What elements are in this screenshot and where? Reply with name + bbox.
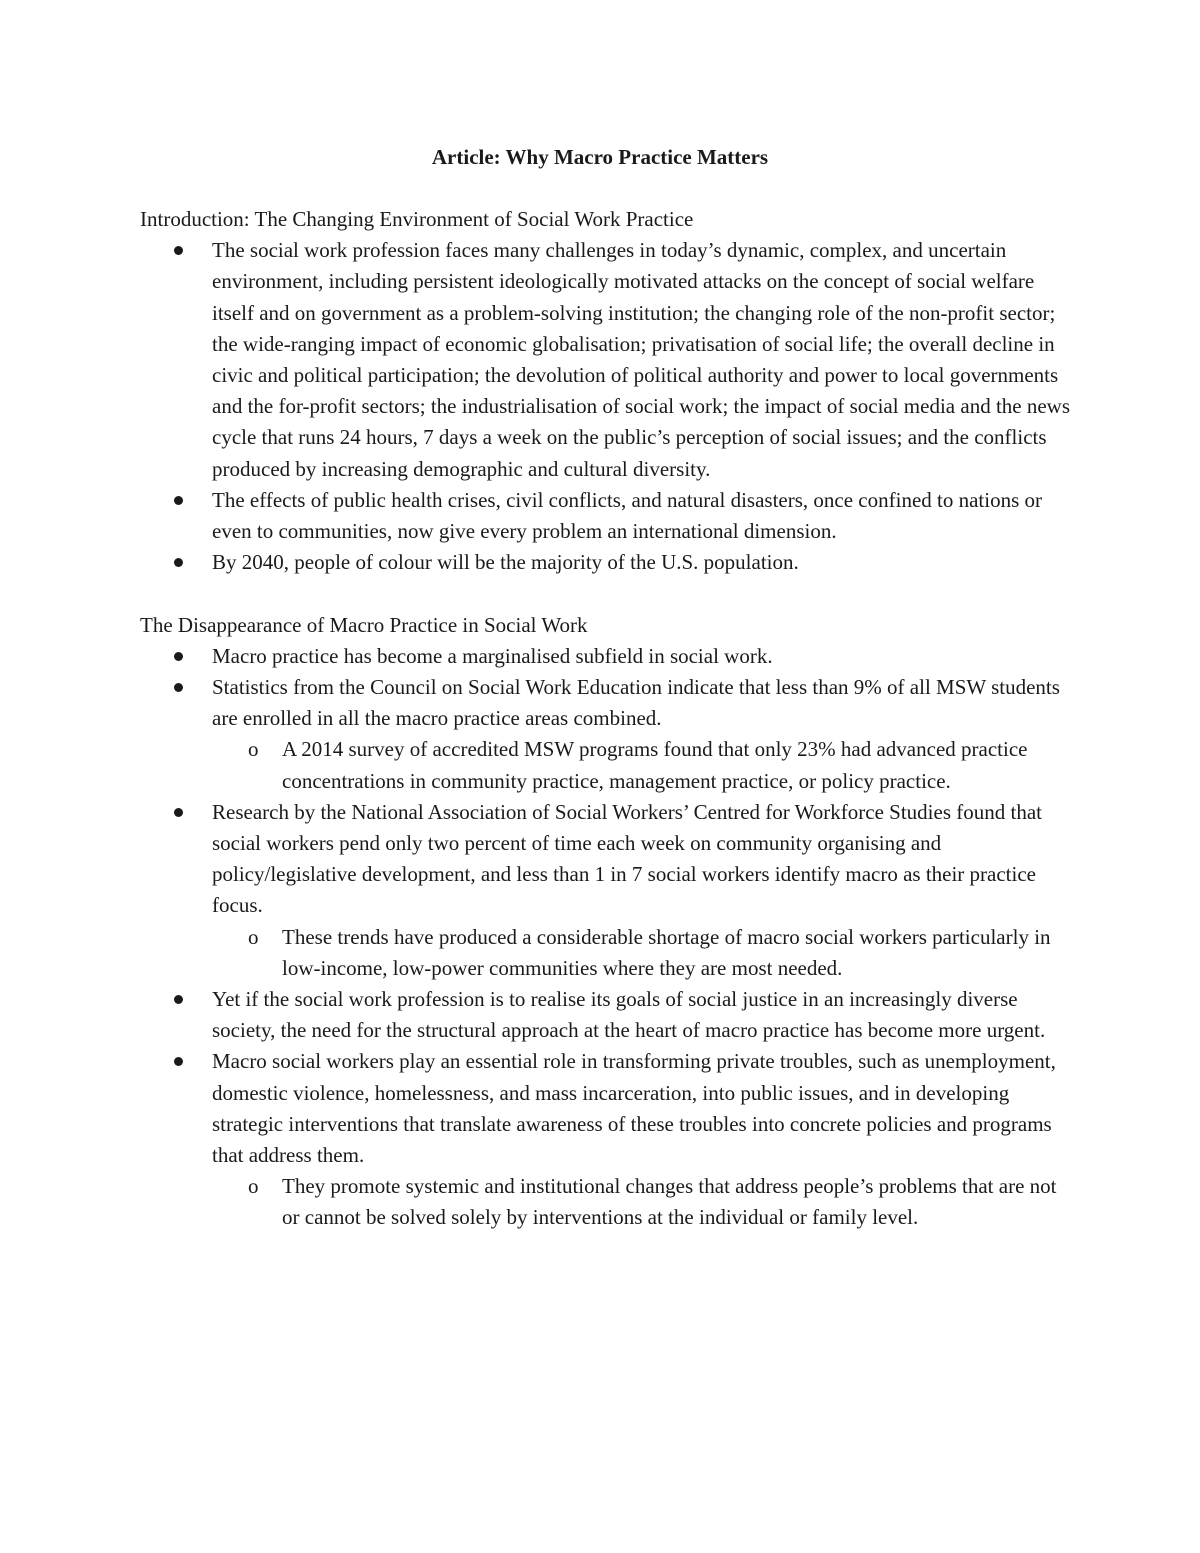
bullet-icon bbox=[174, 246, 183, 255]
sub-list-item bbox=[248, 1171, 1070, 1233]
sub-list-item-text: They promote systemic and institutional changes that address people’s problems that are not or cannot be solved solely by interventions at the individual or family level. bbox=[282, 1174, 1057, 1230]
bullet-icon bbox=[174, 808, 183, 817]
sub-bullet-list bbox=[212, 734, 1070, 796]
bullet-icon bbox=[174, 496, 183, 505]
list-item-text: Statistics from the Council on Social Work Education indicate that less than 9% of all MSW students are enrolled in all the macro practice areas combined. bbox=[212, 675, 1060, 731]
list-item bbox=[212, 797, 1070, 984]
list-item-text: The social work profession faces many challenges in today’s dynamic, complex, and uncertain environment, including persistent ideologically motivated attacks on the concept of social welfare itself and on government as a problem-solving institution; the changing role of the non-profit sector; the wide-ranging impact of economic globalisation; privatisation of social life; the overall decline in civic and political participation; the devolution of political authority and power to local governments and the for-profit sectors; the industrialisation of social work; the impact of social media and the news cycle that runs 24 hours, 7 days a week on the public’s perception of social issues; and the conflicts produced by increasing demographic and cultural diversity. bbox=[212, 238, 1071, 481]
hollow-bullet-icon: o bbox=[248, 737, 259, 762]
list-item bbox=[212, 485, 1070, 547]
document-body bbox=[140, 204, 1070, 1234]
sub-bullet-list bbox=[212, 922, 1070, 984]
list-item bbox=[212, 984, 1070, 1046]
list-item-text: Macro social workers play an essential role in transforming private troubles, such as unemployment, domestic violence, homelessness, and mass incarceration, into public issues, and in developing strategic interventions that translate awareness of these troubles into concrete policies and programs that address them. bbox=[212, 1049, 1056, 1168]
hollow-bullet-icon: o bbox=[248, 1174, 259, 1199]
list-item bbox=[212, 1046, 1070, 1233]
bullet-icon bbox=[174, 652, 183, 661]
list-item-text: By 2040, people of colour will be the majority of the U.S. population. bbox=[212, 550, 799, 575]
list-item-text: Yet if the social work profession is to realise its goals of social justice in an increasingly diverse society, the need for the structural approach at the heart of macro practice has become more urgent. bbox=[212, 987, 1046, 1043]
list-item bbox=[212, 547, 1070, 578]
list-item-text: Research by the National Association of Social Workers’ Centred for Workforce Studies found that social workers pend only two percent of time each week on community organising and policy/legislative development, and less than 1 in 7 social workers identify macro as their practice focus. bbox=[212, 799, 1042, 918]
bullet-icon bbox=[174, 683, 183, 692]
sub-bullet-list bbox=[212, 1171, 1070, 1233]
bullet-list bbox=[140, 235, 1070, 578]
document-title: Article: Why Macro Practice Matters bbox=[431, 145, 769, 169]
section-heading: Introduction: The Changing Environment of Social Work Practice bbox=[140, 207, 694, 231]
bullet-icon bbox=[174, 558, 183, 567]
hollow-bullet-icon: o bbox=[248, 924, 259, 949]
bullet-list bbox=[140, 641, 1070, 1234]
section-heading: The Disappearance of Macro Practice in Social Work bbox=[140, 612, 588, 637]
sub-list-item bbox=[248, 734, 1070, 796]
sub-list-item-text: These trends have produced a considerable shortage of macro social workers particularly in low-income, low-power communities where they are most needed. bbox=[282, 924, 1051, 980]
list-item bbox=[212, 672, 1070, 797]
list-item-text: The effects of public health crises, civil conflicts, and natural disasters, once confined to nations or even to communities, now give every problem an international dimension. bbox=[212, 487, 1043, 544]
sub-list-item bbox=[248, 922, 1070, 984]
section-introduction bbox=[140, 204, 1070, 578]
list-item bbox=[212, 235, 1070, 485]
bullet-icon bbox=[174, 1057, 183, 1066]
sub-list-item-text: A 2014 survey of accredited MSW programs found that only 23% had advanced practice concentrations in community practice, management practice, or policy practice. bbox=[282, 737, 1028, 793]
list-item-text: Macro practice has become a marginalised subfield in social work. bbox=[212, 643, 773, 668]
list-item bbox=[212, 641, 1070, 672]
bullet-icon bbox=[174, 995, 183, 1004]
section-disappearance bbox=[140, 610, 1070, 1234]
